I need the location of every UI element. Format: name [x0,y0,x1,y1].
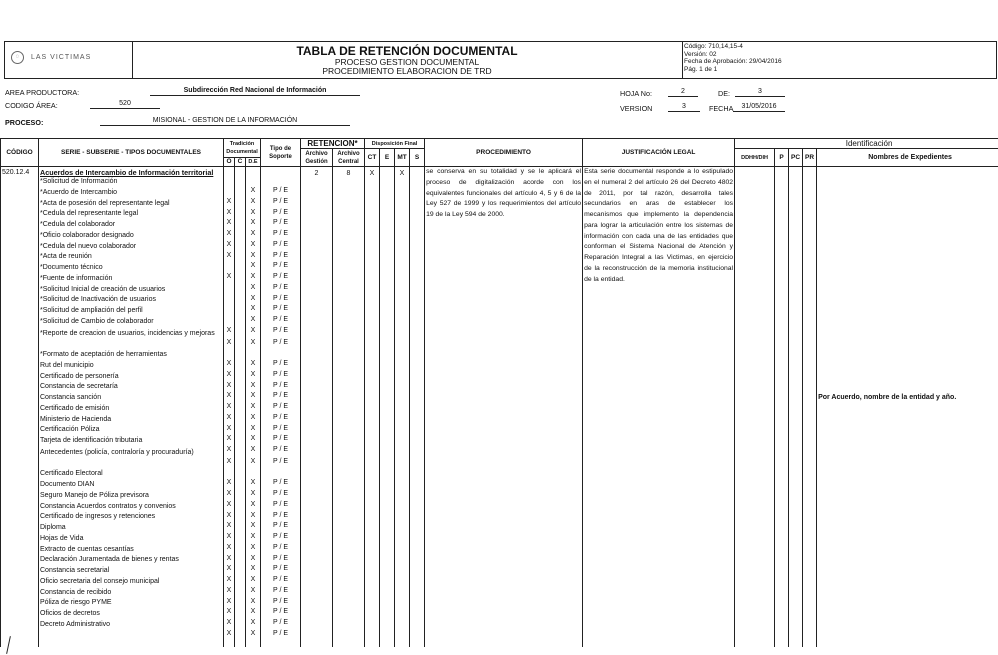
tradition-mark: X [226,360,232,367]
col-pr: PR [803,149,817,167]
document-subtitle-procedure: PROCEDIMIENTO ELABORACION DE TRD [322,66,492,76]
tradition-mark: X [226,273,232,280]
col-p: P [775,149,789,167]
document-type-row: *Acta de posesión del representante legal [40,199,170,207]
document-type-row: *Formato de aceptación de herramientas [40,351,167,358]
col-archivo-central: Archivo Central [333,149,365,167]
document-type-row: *Cedula del representante legal [40,210,139,218]
meta-fecha: Fecha de Aprobación: 29/04/2016 [684,58,782,66]
tradition-mark: X [250,197,256,205]
cell-de [246,167,261,647]
support-value: P / E [272,370,289,378]
support-value: P / E [272,219,289,227]
tradition-mark: X [226,251,232,259]
tradition-mark: X [226,208,232,216]
support-value: P / E [272,479,289,487]
de-label: DE: [718,89,730,98]
cell-soporte [261,167,301,647]
tradition-mark: X [226,338,232,346]
support-value: P / E [272,273,289,280]
document-type-row: *Acuerdo de Intercambio [40,188,118,196]
meta-pagina: Pág. 1 de 1 [684,65,718,73]
support-value: P / E [272,446,289,453]
col-e: E [380,149,395,167]
document-type-row: Constancia Acuerdos contratos y convenios [40,502,176,510]
document-type-row: Constancia de secretaría [40,383,118,391]
support-value: P / E [272,424,289,432]
record-nombres: Por Acuerdo, nombre de la entidad y año. [818,394,957,401]
tradition-mark: X [250,500,256,508]
tradition-mark [225,294,233,305]
record-ct: X [369,170,375,177]
col-procedimiento: PROCEDIMIENTO [425,139,583,167]
support-value: P / E [272,305,289,313]
record-justificacion: Esta serie documental responde a lo estipulado en el numeral 2 del artículo 26 del Decreto 4802 de 2011, por tal razón, desarrolla tales secundarios en aras de establecer los mecanismos que implemento la dependencia para lograr la articulación entre los sistemas de información con cada una de las entidades que conforman el Sistema Nacional de Atención y Reparación Integral a las Victimas, en ejercicio de la reconstrucción de la memoria institucional de la entidad. [584,168,734,283]
tradition-mark: X [250,187,256,194]
tradition-mark: X [226,435,232,443]
hoja-label: HOJA No: [620,89,652,98]
support-value: P / E [272,392,289,400]
document-type-row: *Solicitud de Información [40,178,118,185]
de-value: 3 [735,87,785,97]
support-value: P / E [272,283,289,291]
document-meta [684,43,782,73]
document-type-row: Hojas de Vida [40,534,84,542]
cell-gestion [301,167,333,647]
tradition-mark: X [226,511,232,519]
record-mt: X [399,170,405,177]
document-type-row: *Cedula del colaborador [40,221,116,228]
tradition-mark: X [226,370,232,378]
tradition-mark: X [250,283,256,291]
record-serie-title: Acuerdos de Intercambio de Información territorial [40,168,214,177]
tradition-mark: X [250,554,256,562]
support-value: P / E [272,435,289,443]
document-type-row: Certificado de ingresos y retenciones [40,513,156,521]
area-label: AREA PRODUCTORA: [5,88,80,97]
tradition-mark: X [226,619,232,626]
cell-s [410,167,425,647]
col-pc: PC [789,149,803,167]
col-mt: MT [395,149,410,167]
tradition-mark: X [226,554,232,562]
tradition-mark: X [226,500,232,508]
support-value: P / E [272,381,289,389]
col-identificacion: Identificación [735,139,998,149]
area-value: Subdirección Red Nacional de Información [150,86,360,96]
col-archivo-gestion: Archivo Gestión [301,149,333,167]
document-type-row: Oficio secretaria del consejo municipal [40,577,160,585]
cell-c [235,167,246,647]
tradition-mark: X [226,457,232,465]
original-marks [225,186,233,640]
document-title: TABLA DE RETENCIÓN DOCUMENTAL [296,44,518,58]
codigo-area-value: 520 [90,99,160,109]
tradition-mark: X [250,629,256,637]
support-value: P / E [272,403,289,410]
tradition-mark: X [226,230,232,237]
col-serie: SERIE - SUBSERIE - TIPOS DOCUMENTALES [39,139,224,167]
support-value: P / E [272,565,289,573]
tradition-mark: X [250,511,256,519]
document-type-list [40,177,222,631]
tradition-mark: X [226,424,232,432]
document-type-row: Constancia secretarial [40,567,110,574]
support-values [262,186,299,640]
tradition-mark: X [250,435,256,443]
document-type-row: Documento DIAN [40,481,95,488]
tradition-mark: X [250,273,256,280]
document-type-row: *Fuente de información [40,274,113,282]
cell-p [775,167,789,647]
tradition-mark: X [226,219,232,227]
document-type-row: *Solicitud de Cambio de colaborador [40,317,154,325]
support-value: P / E [272,500,289,508]
proceso-value: MISIONAL - GESTION DE LA INFORMACIÓN [100,116,350,126]
logo-text: LAS VICTIMAS [31,54,92,61]
cell-pr [803,167,817,647]
tradition-mark: X [250,326,256,334]
tradition-mark: X [250,208,256,216]
cell-ct [365,167,380,647]
tradition-mark: X [250,533,256,540]
tradition-mark [225,261,233,272]
document-type-row: *Oficio colaborador designado [40,231,134,239]
tradition-mark: X [250,565,256,573]
cell-justificacion [583,167,735,647]
support-value: P / E [272,326,289,334]
tradition-mark: X [250,240,256,248]
cell-serie [39,167,224,647]
cell-central [333,167,365,647]
support-value: P / E [272,208,289,216]
tradition-mark: X [226,326,232,334]
seal-icon: ◌ [11,51,24,64]
document-type-row: Seguro Manejo de Póliza previsora [40,491,149,499]
support-value: P / E [272,230,289,237]
col-justificacion: JUSTIFICACIÓN LEGAL [583,139,735,167]
tradition-mark: X [226,479,232,487]
tradition-mark: X [250,338,256,346]
document-type-row: *Cedula del nuevo colaborador [40,242,137,250]
document-type-row: *Solicitud Inicial de creación de usuarios [40,285,166,293]
tradition-mark: X [250,597,256,605]
record-gestion: 2 [314,170,319,177]
support-value: P / E [272,240,289,248]
tradition-mark: X [250,360,256,367]
tradition-mark: X [250,424,256,432]
support-value: P / E [272,522,289,530]
document-type-row: *Acta de reunión [40,253,92,261]
tradition-mark: X [250,413,256,421]
tradition-mark: X [250,251,256,259]
document-type-row: Certificado de emisión [40,404,110,412]
tradition-mark: X [226,533,232,540]
version-label: VERSION [620,104,653,113]
tradition-mark: X [226,490,232,497]
version-value: 3 [668,102,700,112]
retention-table [0,138,998,647]
tradition-mark: X [250,522,256,530]
meta-version: Versión: 02 [684,50,717,58]
tradition-mark: X [250,586,256,594]
document-type-row: Constancia sanción [40,394,102,401]
tradition-mark: X [250,219,256,227]
support-value: P / E [272,294,289,302]
tradition-mark [225,304,233,315]
col-tipo-soporte: Tipo de Soporte [261,139,301,167]
document-type-row: *Reporte de creacion de usuarios, incidencias y mejoras [40,329,215,337]
document-subtitle-process: PROCESO GESTION DOCUMENTAL [334,57,480,67]
document-type-row: Rut del municipio [40,361,94,369]
document-type-row: Constancia de recibido [40,588,112,596]
tradition-mark: X [226,392,232,400]
tradition-mark [225,283,233,294]
support-value: P / E [272,576,289,583]
document-type-row: Póliza de riesgo PYME [40,599,112,607]
document-type-row: Diploma [40,524,66,531]
tradition-mark: X [250,230,256,237]
support-value: P / E [272,490,289,497]
document-type-row: Extracto de cuentas cesantías [40,545,134,553]
codigo-area-label: CODIGO ÁREA: [5,101,58,110]
document-type-row: Decreto Administrativo [40,620,111,628]
meta-codigo: Código: 710,14,15-4 [684,43,743,50]
tradition-mark: X [250,316,256,323]
tradition-mark: X [226,197,232,205]
support-value: P / E [272,597,289,605]
tradition-mark: X [226,597,232,605]
tradition-mark: X [226,446,232,453]
support-value: P / E [272,197,289,205]
document-type-row: Declaración Juramentada de bienes y rentas [40,556,179,564]
document-type-row: *Solicitud de Inactivación de usuarios [40,296,156,304]
col-ddhh: DDHH/DIH [735,149,775,167]
cell-e [380,167,395,647]
support-value: P / E [272,619,289,626]
document-type-row: Certificación Póliza [40,426,100,434]
tradition-mark: X [250,446,256,453]
support-value: P / E [272,533,289,540]
tradition-mark: X [250,392,256,400]
cell-codigo [1,167,39,647]
cell-mt [395,167,410,647]
support-value: P / E [272,316,289,323]
tradition-mark: X [250,479,256,487]
document-type-row: *Documento técnico [40,264,103,271]
tradition-mark: X [250,576,256,583]
tradition-mark: X [250,262,256,270]
hoja-value: 2 [668,87,698,97]
support-value: P / E [272,338,289,346]
col-disposicion: Disposición Final [365,139,425,149]
tradition-mark: X [226,240,232,248]
col-retencion: RETENCION* [301,139,365,149]
support-value: P / E [272,543,289,551]
support-value: P / E [272,262,289,270]
tradition-mark: X [250,608,256,616]
document-type-row: Tarjeta de identificación tributaria [40,437,143,444]
tradition-mark: X [250,457,256,465]
tradition-mark: X [226,629,232,637]
tradition-mark: X [226,586,232,594]
tradition-mark: X [226,413,232,421]
cell-ddhh [735,167,775,647]
document-type-row: Antecedentes (policía, contraloría y procuraduría) [40,448,194,456]
tradition-mark [225,315,233,326]
tradition-mark: X [250,619,256,626]
col-tradicion: Tradición Documental [224,139,261,158]
document-header [4,41,997,79]
cell-pc [789,167,803,647]
support-value: P / E [272,413,289,421]
electronic-marks [247,186,259,640]
fecha-label: FECHA [709,104,734,113]
tradition-mark: X [226,576,232,583]
support-value: P / E [272,511,289,519]
cell-o [224,167,235,647]
cell-nombres [817,167,998,647]
document-type-row: Certificado de personería [40,372,119,380]
tradition-mark: X [250,305,256,313]
col-c: C [235,158,246,167]
record-procedimiento: se conserva en su totalidad y se le aplicará el proceso de digitalización acorde con los equivalentes funcionales del artículo 4, 5 y 6 de la Ley 527 de 1999 y los requerimientos del artículo 19 de la Ley 594 de 2000. [426,168,582,218]
title-block [132,42,683,78]
logo [5,42,133,78]
support-value: P / E [272,187,289,194]
tradition-mark: X [226,522,232,530]
col-codigo: CÓDIGO [1,139,39,167]
col-s: S [410,149,425,167]
document-type-row: Certificado Electoral [40,470,103,478]
support-value: P / E [272,629,289,637]
record-codigo: 520.12.4 [2,169,30,176]
tradition-mark: X [226,565,232,573]
tradition-mark: X [250,490,256,497]
support-value: P / E [272,457,289,465]
support-value: P / E [272,360,289,367]
col-ct: CT [365,149,380,167]
document-type-row: Oficios de decretos [40,610,100,617]
tradition-mark: X [226,608,232,616]
support-value: P / E [272,608,289,616]
tradition-mark: X [250,543,256,551]
cell-procedimiento [425,167,583,647]
support-value: P / E [272,554,289,562]
col-o: O [224,158,235,167]
tradition-mark: X [250,403,256,410]
col-nombres: Nombres de Expedientes [817,149,998,167]
tradition-mark: X [226,381,232,389]
tradition-mark: X [226,543,232,551]
tradition-mark: X [226,403,232,410]
proceso-label: PROCESO: [5,118,44,127]
tradition-mark: X [250,381,256,389]
support-value: P / E [272,251,289,259]
tradition-mark [225,186,233,197]
support-value: P / E [272,586,289,594]
tradition-mark: X [250,370,256,378]
document-type-row: *Solicitud de ampliación del perfil [40,307,143,314]
fecha-value: 31/05/2016 [733,102,785,112]
document-type-row: Ministerio de Hacienda [40,415,112,423]
record-central: 8 [346,170,351,177]
tradition-mark: X [250,294,256,302]
col-de: D.E [246,158,261,167]
